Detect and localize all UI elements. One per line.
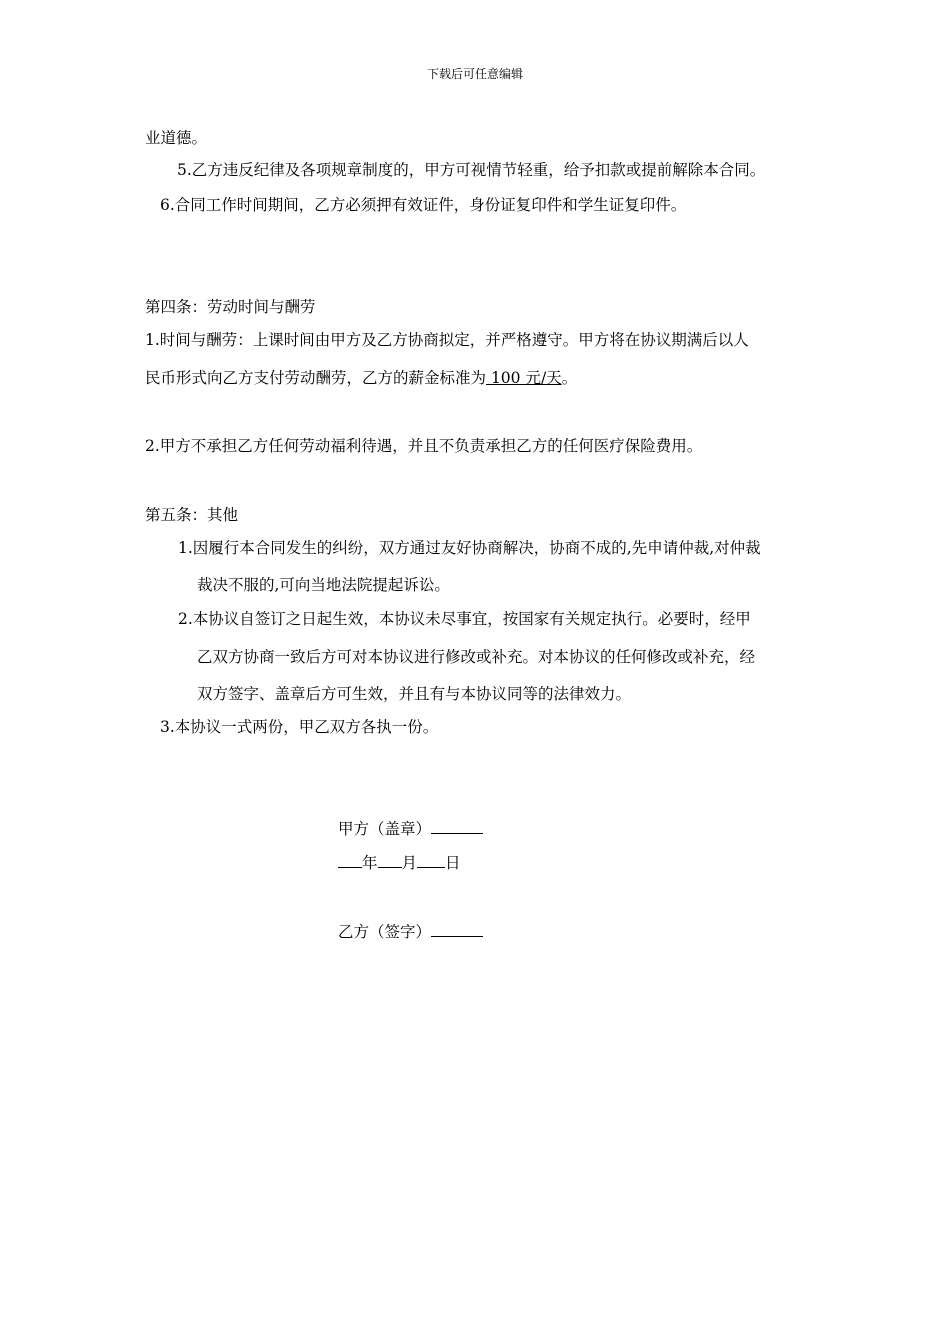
party-a-label: 甲方（盖章） xyxy=(338,820,432,838)
section3-item-6: 6.合同工作时间期间，乙方必须押有效证件，身份证复印件和学生证复印件。 xyxy=(160,196,687,214)
year-label: 年 xyxy=(362,854,378,872)
year-blank[interactable] xyxy=(338,852,362,868)
section4-item-1-end: 。 xyxy=(561,369,578,387)
section5-item-1-line-2: 裁决不服的,可向当地法院提起诉讼。 xyxy=(197,576,450,594)
section5-item-1-line-1: 1.因履行本合同发生的纠纷，双方通过友好协商解决，协商不成的,先申请仲裁,对仲裁 xyxy=(178,539,761,557)
salary-value: 100 元/天 xyxy=(486,369,562,387)
party-a-seal-blank[interactable] xyxy=(431,818,483,834)
section4-item-1-line-2 xyxy=(145,367,577,389)
day-blank[interactable] xyxy=(417,852,445,868)
party-b-signature-blank[interactable] xyxy=(431,921,483,937)
party-b-signature-line xyxy=(338,921,483,943)
month-blank[interactable] xyxy=(378,852,402,868)
section5-item-2-line-3: 双方签字、盖章后方可生效，并且有与本协议同等的法律效力。 xyxy=(197,685,632,703)
signature-date xyxy=(338,852,461,874)
section5-title: 第五条：其他 xyxy=(145,506,239,524)
section4-title: 第四条：劳动时间与酬劳 xyxy=(145,298,316,316)
section4-item-1-line-1: 1.时间与酬劳：上课时间由甲方及乙方协商拟定，并严格遵守。甲方将在协议期满后以人 xyxy=(145,331,749,349)
section4-item-1-text: 民币形式向乙方支付劳动酬劳，乙方的薪金标准为 xyxy=(145,369,487,387)
party-a-signature-line xyxy=(338,818,483,840)
month-label: 月 xyxy=(401,854,418,872)
section5-item-2-line-2: 乙双方协商一致后方可对本协议进行修改或补充。对本协议的任何修改或补充，经 xyxy=(197,648,756,666)
section3-item-5: 5.乙方违反纪律及各项规章制度的，甲方可视情节轻重，给予扣款或提前解除本合同。 xyxy=(177,161,766,179)
section5-item-2-line-1: 2.本协议自签订之日起生效，本协议未尽事宜，按国家有关规定执行。必要时，经甲 xyxy=(178,610,751,628)
party-b-label: 乙方（签字） xyxy=(338,923,432,941)
day-label: 日 xyxy=(445,854,461,872)
section5-item-3: 3.本协议一式两份，甲乙双方各执一份。 xyxy=(160,718,439,736)
section4-item-2: 2.甲方不承担乙方任何劳动福利待遇，并且不负责承担乙方的任何医疗保险费用。 xyxy=(145,437,703,455)
page-header: 下载后可任意编辑 xyxy=(426,67,523,81)
section3-continuation: 业道德。 xyxy=(145,129,208,147)
